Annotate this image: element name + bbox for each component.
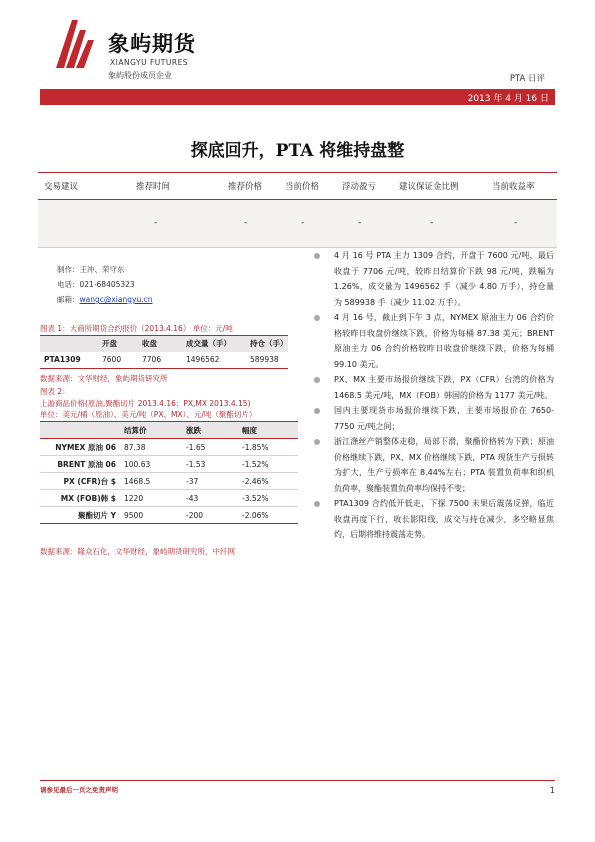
page-number: 1 <box>549 786 555 795</box>
table-cell: 1496562 <box>182 352 246 369</box>
list-item-text: 4 月 16 号，截止到下午 3 点，NYMEX 原油主力 06 合约价格较昨日收盘价继续下跌，价格为每桶 87.38 美元；BRENT 原油主力 06 合约价格较昨日收盘价继续下跌，价格为每桶 99.10 美元。 <box>334 313 554 369</box>
table2-caption-units: 单位：美元/桶（原油）、美元/吨（PX、MX）、元/吨（聚酯切片） <box>40 410 257 419</box>
table-cell: 9500 <box>120 507 182 524</box>
page-title: 探底回升，PTA 将维持盘整 <box>190 141 405 161</box>
table-cell: 87.38 <box>120 439 182 456</box>
table-cell: 7600 <box>98 352 138 369</box>
bullet-icon <box>314 439 320 445</box>
table-cell: BRENT 原油 06 <box>40 456 120 473</box>
bullet-icon <box>314 408 320 414</box>
recommendation-value-row <box>38 200 557 248</box>
table-row <box>40 456 298 473</box>
table-cell: 1220 <box>120 490 182 507</box>
value-rec-price: - <box>244 218 248 228</box>
value-margin-ratio: - <box>430 218 434 228</box>
list-item-text: 浙江涤丝产销整体走稳，局部下滑，聚酯价格转为下跌；原油价格继续下跌，PX、MX 价格继续下跌，PTA 现货生产亏损转为扩大，生产亏损率在 8.44%左右；PTA 装置负荷率和织机负荷率，聚酯装置负荷率均保持不变； <box>334 437 554 493</box>
bullet-icon <box>314 253 320 259</box>
table-cell: NYMEX 原油 06 <box>40 439 120 456</box>
report-type: PTA 日评 <box>509 74 545 84</box>
table-row <box>40 507 298 524</box>
table-cell: -3.52% <box>238 490 298 507</box>
table-row <box>40 352 288 369</box>
table-header-cell: 结算价 <box>120 422 182 439</box>
table-cell: -1.53 <box>182 456 238 473</box>
table-row <box>40 490 298 507</box>
header-rec-price: 推荐价格 <box>228 182 263 192</box>
table-header-cell: 收盘 <box>138 336 182 352</box>
table-cell: MX (FOB)韩 $ <box>40 490 120 507</box>
list-item <box>314 434 554 496</box>
email-link[interactable]: wangc@xiangyu.cn <box>79 295 153 304</box>
company-name-en: XIANGYU FUTURES <box>110 58 189 67</box>
company-name-cn: 象屿期货 <box>108 32 196 56</box>
company-logo <box>50 14 260 84</box>
list-item <box>314 372 554 403</box>
phone: 电话：021-68405323 <box>57 280 135 289</box>
table-header-cell <box>40 336 98 352</box>
table-cell: PTA1309 <box>40 352 98 369</box>
footer-disclaimer: 请参见最后一页之免责声明 <box>40 786 118 794</box>
header-margin-ratio: 建议保证金比例 <box>399 182 459 192</box>
table-cell: -43 <box>182 490 238 507</box>
table-cell: PX (CFR)台 $ <box>40 473 120 490</box>
market-commentary <box>314 248 554 543</box>
table-header-cell: 开盘 <box>98 336 138 352</box>
bullet-icon <box>314 315 320 321</box>
value-floating-pl: - <box>358 218 362 228</box>
table-cell: -37 <box>182 473 238 490</box>
authors: 制作：王冲、荣守东 <box>57 265 125 274</box>
header-current-price: 当前价格 <box>285 182 320 192</box>
table-cell: -2.06% <box>238 507 298 524</box>
date-bar <box>40 89 555 105</box>
table-cell: -200 <box>182 507 238 524</box>
table-header-cell: 持仓（手） <box>246 336 288 352</box>
table-header-cell <box>40 422 120 439</box>
list-item-text: PTA1309 合约低开低走，下探 7500 未果后震荡反弹，临近收盘再度下行，收长影阳线，成交与持仓减少，多空略显焦灼，后期将维持震荡走势。 <box>334 499 554 539</box>
recommendation-table <box>38 172 557 248</box>
value-current-price: - <box>301 218 305 228</box>
table2-caption-title: 图表 2： <box>40 387 70 396</box>
email-label: 邮箱： <box>57 295 80 304</box>
table-cell: -1.65 <box>182 439 238 456</box>
table-row <box>40 473 298 490</box>
futures-quote-table <box>40 335 288 369</box>
table-cell: 7706 <box>138 352 182 369</box>
header-floating-pl: 浮动盈亏 <box>342 182 377 192</box>
table-cell: 聚酯切片 Y <box>40 507 120 524</box>
value-rec-time: - <box>154 218 158 228</box>
author-info <box>57 262 152 307</box>
list-item <box>314 248 554 310</box>
table-header-cell: 成交量（手） <box>182 336 246 352</box>
table-cell: -1.85% <box>238 439 298 456</box>
company-subtitle: 象屿股份成员企业 <box>108 71 172 80</box>
table-cell: -1.52% <box>238 456 298 473</box>
bullet-icon <box>314 377 320 383</box>
report-date: 2013 年 4 月 16 日 <box>467 94 549 104</box>
table2-caption-desc: 上游商品价格(原油,聚酯切片 2013.4.16；PX,MX 2013.4.15) <box>40 399 251 408</box>
footer-divider <box>40 780 555 781</box>
list-item <box>314 403 554 434</box>
bullet-icon <box>314 501 320 507</box>
table2-source: 数据来源：隆众石化，文华财经，象屿期货研究所，中纤网 <box>40 547 235 556</box>
header-trade-advice: 交易建议 <box>44 182 79 192</box>
list-item-text: 国内主要现货市场报价继续下跌，主要市场报价在 7650-7750 元/吨之间； <box>334 406 554 431</box>
table-row <box>40 439 298 456</box>
list-item-text: 4 月 16 号 PTA 主力 1309 合约，开盘于 7600 元/吨，最后收盘于 7706 元/吨，较昨日结算价下跌 98 元/吨，跌幅为 1.26%，成交量为 1496562 手（减少 4.80 万手），持仓量为 589938 手（减少 11.02 万手）。 <box>334 251 554 307</box>
table-header-cell: 幅度 <box>238 422 298 439</box>
xiangyu-logo-icon <box>50 16 102 72</box>
table-header-row <box>40 422 298 439</box>
table-cell: -2.46% <box>238 473 298 490</box>
list-item-text: PX、MX 主要市场报价继续下跌，PX（CFR）台湾的价格为 1468.5 美元/吨，MX（FOB）韩国的价格为 1177 美元/吨。 <box>334 375 554 400</box>
table-cell: 1468.5 <box>120 473 182 490</box>
value-current-return: - <box>514 218 518 228</box>
table-header-row <box>40 336 288 352</box>
email-row <box>57 292 152 307</box>
table-cell: 589938 <box>246 352 288 369</box>
list-item <box>314 496 554 543</box>
table1-caption: 图表 1：大商所期货合约报价（2013.4.16） 单位：元/吨 <box>40 324 233 333</box>
header-rec-time: 推荐时间 <box>136 182 171 192</box>
table1-source: 数据来源：文华财经，象屿期货研究所 <box>40 374 168 383</box>
recommendation-header-row <box>38 172 557 200</box>
list-item <box>314 310 554 372</box>
table-header-cell: 涨跌 <box>182 422 238 439</box>
upstream-price-table <box>40 421 298 524</box>
header-current-return: 当前收益率 <box>492 182 535 192</box>
table-cell: 100.63 <box>120 456 182 473</box>
